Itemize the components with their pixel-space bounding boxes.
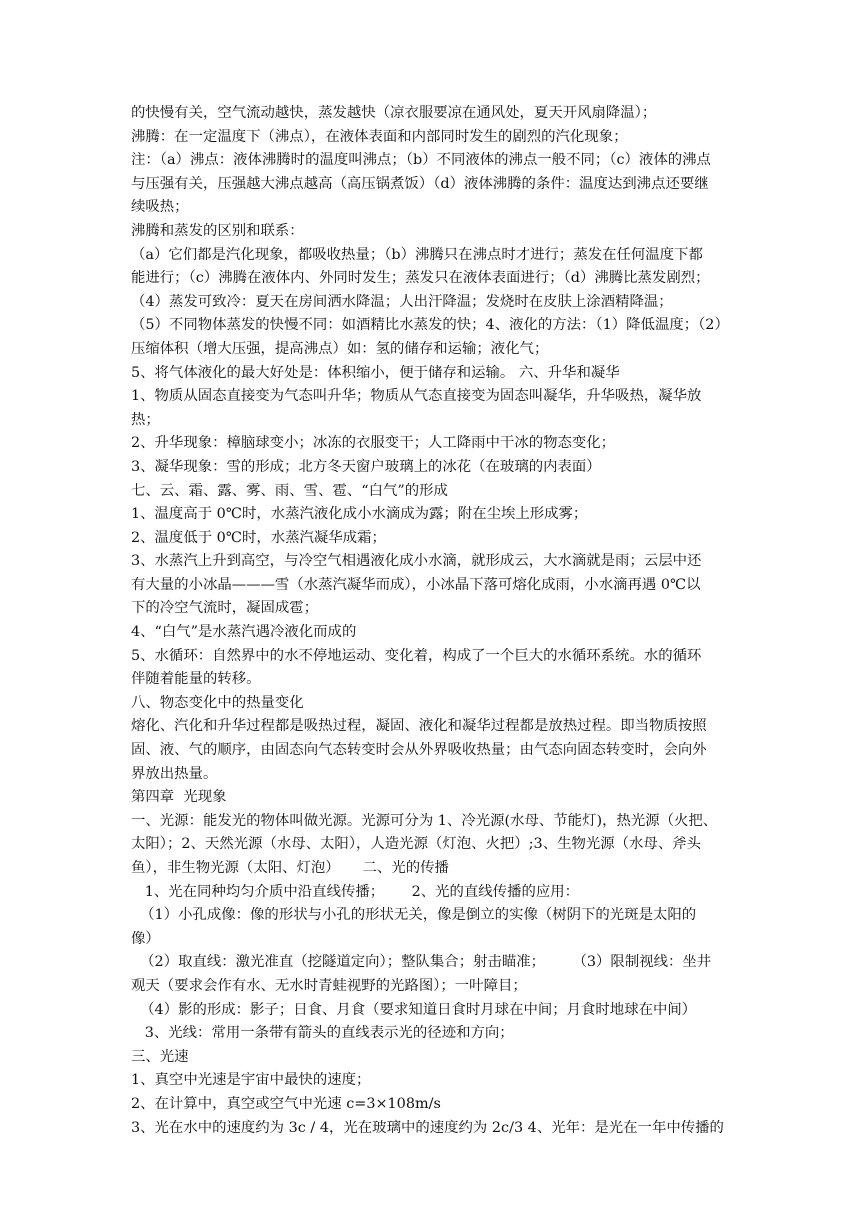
text-line: （2）取直线：激光准直（挖隧道定向）；整队集合；射击瞄准； （3）限制视线：坐井 bbox=[131, 954, 712, 971]
text-line: 固、液、气的顺序，由固态向气态转变时会从外界吸收热量；由气态向固态转变时，会向外 bbox=[131, 742, 707, 759]
text-line: 的快慢有关，空气流动越快，蒸发越快（凉衣服要凉在通风处，夏天开风扇降温）； bbox=[131, 105, 657, 121]
text-line: 续吸热； bbox=[131, 199, 189, 216]
text-line: 与压强有关，压强越大沸点越高（高压锅煮饭）（d）液体沸腾的条件：温度达到沸点还要继 bbox=[131, 175, 709, 192]
text-line: 熔化、汽化和升华过程都是吸热过程，凝固、液化和凝华过程都是放热过程。即当物质按照 bbox=[131, 718, 707, 735]
document-page bbox=[131, 102, 731, 1140]
chapter-heading: 第四章 光现象 bbox=[131, 789, 227, 806]
text-line: 太阳）；2、天然光源（水母、太阳），人造光源（灯泡、火把）;3、生物光源（水母、斧头 bbox=[131, 836, 701, 853]
text-line: 4、“白气”是水蒸汽遇冷液化而成的 bbox=[131, 624, 357, 641]
text-line: 界放出热量。 bbox=[131, 765, 218, 782]
text-line: 伴随着能量的转移。 bbox=[131, 671, 261, 688]
text-line: 1、物质从固态直接变为气态叫升华；物质从气态直接变为固态叫凝华，升华吸热，凝华放 bbox=[131, 388, 702, 405]
text-line: 像） bbox=[131, 930, 160, 947]
text-line: 观天（要求会作有水、无水时青蛙视野的光路图）；一叶障目； bbox=[131, 977, 527, 994]
text-line: （4）影的形成：影子；日食、月食（要求知道日食时月球在中间；月食时地球在中间） bbox=[131, 1001, 697, 1018]
text-line: 能进行；（c）沸腾在液体内、外同时发生；蒸发只在液体表面进行；（d）沸腾比蒸发剧烈； bbox=[131, 270, 710, 287]
section-heading: 七、云、霜、露、雾、雨、雪、雹、“白气”的形成 bbox=[131, 482, 448, 499]
text-line: 2、在计算中，真空或空气中光速 c=3×108m/s bbox=[131, 1095, 441, 1112]
section-heading: 沸腾和蒸发的区别和联系： bbox=[131, 222, 304, 239]
text-line: 鱼），非生物光源（太阳、灯泡） 二、光的传播 bbox=[131, 860, 449, 876]
text-line: 2、温度低于 0℃时，水蒸汽凝华成霜； bbox=[131, 529, 386, 546]
section-heading: 八、物态变化中的热量变化 bbox=[131, 694, 304, 711]
text-line: （4）蒸发可致冷：夏天在房间洒水降温；人出汗降温；发烧时在皮肤上涂酒精降温； bbox=[131, 293, 673, 310]
text-line: 3、光在水中的速度约为 3c / 4，光在玻璃中的速度约为 2c/3 4、光年：是光在一年中传播的 bbox=[131, 1119, 724, 1136]
text-line: 下的冷空气流时，凝固成雹； bbox=[131, 600, 319, 617]
text-line: 2、升华现象：樟脑球变小；冰冻的衣服变干；人工降雨中干冰的物态变化； bbox=[131, 435, 616, 452]
text-line: 有大量的小冰晶———雪（水蒸汽凝华而成），小冰晶下落可熔化成雨，小水滴再遇 0℃以 bbox=[131, 576, 701, 593]
text-line: 3、光线：常用一条带有箭头的直线表示光的径迹和方向； bbox=[131, 1025, 514, 1042]
text-line: 5、水循环：自然界中的水不停地运动、变化着，构成了一个巨大的水循环系统。水的循环 bbox=[131, 647, 702, 664]
text-line: 热； bbox=[131, 411, 160, 428]
text-line: 注：（a）沸点：液体沸腾时的温度叫沸点；（b）不同液体的沸点一般不同；（c）液体的沸点 bbox=[131, 152, 711, 169]
section-heading: 三、光速 bbox=[131, 1048, 189, 1065]
text-line: 1、真空中光速是宇宙中最快的速度； bbox=[131, 1072, 371, 1089]
text-line: （5）不同物体蒸发的快慢不同：如酒精比水蒸发的快；4、液化的方法：（1）降低温度；（2） bbox=[131, 317, 729, 334]
text-line: 3、凝华现象：雪的形成；北方冬天窗户玻璃上的冰花（在玻璃的内表面） bbox=[131, 458, 601, 475]
text-line: 一、光源：能发光的物体叫做光源。光源可分为 1、冷光源(水母、节能灯)，热光源（火把、 bbox=[131, 812, 718, 829]
text-line: 压缩体积（增大压强，提高沸点）如：氢的储存和运输；液化气； bbox=[131, 340, 549, 357]
text-line: （a）它们都是汽化现象，都吸收热量；（b）沸腾只在沸点时才进行；蒸发在任何温度下都 bbox=[131, 246, 703, 263]
text-line: 1、光在同种均匀介质中沿直线传播； 2、光的直线传播的应用： bbox=[131, 883, 580, 900]
text-line: （1）小孔成像：像的形状与小孔的形状无关，像是倒立的实像（树阴下的光斑是太阳的 bbox=[131, 907, 697, 924]
text-line: 沸腾：在一定温度下（沸点），在液体表面和内部同时发生的剧烈的汽化现象； bbox=[131, 128, 628, 145]
text-line: 5、将气体液化的最大好处是：体积缩小，便于储存和运输。 六、升华和凝华 bbox=[131, 364, 620, 381]
text-line: 1、温度高于 0℃时，水蒸汽液化成小水滴成为露；附在尘埃上形成雾； bbox=[131, 506, 588, 523]
text-line: 3、水蒸汽上升到高空，与冷空气相遇液化成小水滴，就形成云，大水滴就是雨；云层中还 bbox=[131, 553, 702, 570]
